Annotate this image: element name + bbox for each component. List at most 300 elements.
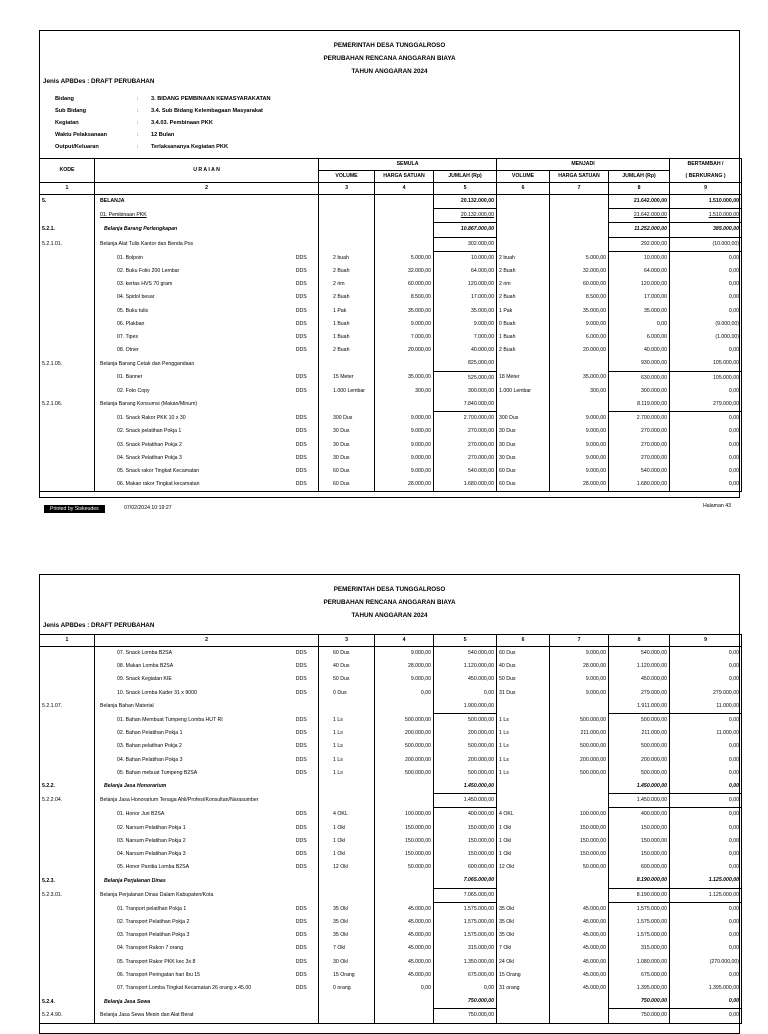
cell-uraian: BELANJA (95, 195, 285, 209)
cell-v2: 1 Okl (497, 822, 550, 835)
cell-j2: 150.000,00 (609, 835, 670, 848)
info-value: 3. BIDANG PEMBINAAN KEMASYARAKATAN (151, 96, 271, 102)
cell-j2: 150.000,00 (609, 822, 670, 835)
table-row-item (40, 425, 742, 438)
cell-j2: 21.642.000,00 (609, 195, 670, 209)
cell-d: 0,00 (670, 714, 742, 728)
cell-h1: 45.000,00 (375, 902, 434, 916)
cell-j1: 7.840.000,00 (434, 398, 497, 412)
cell-kode (40, 344, 95, 357)
cell-j1: 9.000,00 (434, 318, 497, 331)
cell-v1 (319, 794, 375, 808)
cell-v2: 2 Buah (497, 291, 550, 304)
cell-v2 (497, 888, 550, 902)
cell-d: 0,00 (670, 916, 742, 929)
cell-kode (40, 305, 95, 318)
cell-uraian: 02. Transport Pelatihan Pokja 2 (95, 916, 285, 929)
cell-uraian: 10. Snack Lomba Kader 31 x 9000 (95, 687, 285, 700)
cell-j1: 500.000,00 (434, 740, 497, 753)
cell-d: 0,00 (670, 835, 742, 848)
cell-j1: 20.132.000,00 (434, 209, 497, 223)
col-num: 4 (375, 635, 434, 647)
cell-h2: 35.000,00 (550, 371, 609, 385)
cell-j1: 270.000,00 (434, 452, 497, 465)
cell-j1: 17.000,00 (434, 291, 497, 304)
cell-j1: 315.000,00 (434, 942, 497, 955)
report-header (40, 39, 739, 78)
cell-j2: 1.575.000,00 (609, 902, 670, 916)
header-line-2: PERUBAHAN RENCANA ANGGARAN BIAYA (323, 55, 456, 62)
col-num: 4 (375, 183, 434, 195)
budget-table-2 (39, 634, 742, 1024)
table-row-item (40, 673, 742, 686)
table-row-group (40, 794, 742, 808)
cell-uraian: 01. Pembinaan PKK (95, 209, 285, 223)
cell-v1: 0 orang (319, 982, 375, 995)
cell-uraian: 06. Makan rakor Tingkat kecamatan (95, 478, 285, 492)
cell-h1: 9.000,00 (375, 412, 434, 426)
cell-j1: 2.700.000,00 (434, 412, 497, 426)
cell-h2: 9.000,00 (550, 439, 609, 452)
cell-src: DDS (285, 385, 319, 398)
table-row-item (40, 439, 742, 452)
cell-h2 (550, 223, 609, 237)
cell-kode: 5.2.2.04. (40, 794, 95, 808)
cell-kode (40, 265, 95, 278)
cell-v2: 0 Buah (497, 318, 550, 331)
table-row-item (40, 660, 742, 673)
cell-j1: 7.065.000,00 (434, 874, 497, 888)
cell-src: DDS (285, 727, 319, 740)
print-date: 07/02/2024 10:19:27 (124, 505, 172, 511)
cell-v2 (497, 398, 550, 412)
table-row-item (40, 412, 742, 426)
cell-kode (40, 740, 95, 753)
cell-d: 0,00 (670, 385, 742, 398)
cell-j1: 1.450.000,00 (434, 794, 497, 808)
cell-j1: 10.867.000,00 (434, 223, 497, 237)
cell-j1: 1.575.000,00 (434, 902, 497, 916)
table-row-item (40, 754, 742, 767)
cell-v1: 1 Okl (319, 835, 375, 848)
cell-uraian: 06. Plakban (95, 318, 285, 331)
cell-kode: 5.2.3.01. (40, 888, 95, 902)
table-row-group (40, 888, 742, 902)
cell-d: 0,00 (670, 995, 742, 1009)
cell-h1 (375, 888, 434, 902)
cell-h2: 60.000,00 (550, 278, 609, 291)
cell-v1: 1 Ls (319, 740, 375, 753)
cell-d: 0,00 (670, 265, 742, 278)
cell-j1: 0,00 (434, 982, 497, 995)
cell-h1 (375, 995, 434, 1009)
col-uraian: U R A I A N (95, 159, 319, 183)
col-num: 6 (497, 635, 550, 647)
cell-v1 (319, 398, 375, 412)
cell-h1: 200.000,00 (375, 727, 434, 740)
cell-j1: 1.450.000,00 (434, 780, 497, 794)
cell-v1 (319, 780, 375, 794)
cell-kode (40, 452, 95, 465)
cell-h2: 9.000,00 (550, 412, 609, 426)
cell-kode (40, 478, 95, 492)
cell-v1: 30 Dus (319, 439, 375, 452)
cell-v1 (319, 223, 375, 237)
cell-h1: 50.000,00 (375, 861, 434, 874)
cell-v2 (497, 700, 550, 714)
cell-h2: 500.000,00 (550, 740, 609, 753)
cell-h1 (375, 237, 434, 251)
cell-src (285, 237, 319, 251)
cell-src: DDS (285, 929, 319, 942)
cell-h2: 9.000,00 (550, 425, 609, 438)
cell-v2: 18 Meter (497, 371, 550, 385)
cell-j2: 500.000,00 (609, 767, 670, 780)
cell-j2: 200.000,00 (609, 754, 670, 767)
cell-h2: 100.000,00 (550, 808, 609, 822)
cell-j1: 825.000,00 (434, 357, 497, 371)
cell-kode (40, 754, 95, 767)
cell-h2: 9.000,00 (550, 465, 609, 478)
cell-h1: 9.000,00 (375, 452, 434, 465)
table-row-item (40, 982, 742, 995)
cell-kode (40, 371, 95, 385)
cell-h1: 200.000,00 (375, 754, 434, 767)
cell-v2: 35 Okl (497, 916, 550, 929)
cell-kode (40, 942, 95, 955)
cell-h2: 45.000,00 (550, 916, 609, 929)
cell-h1: 45.000,00 (375, 942, 434, 955)
cell-d: (10.000,00) (670, 237, 742, 251)
cell-d: 0,00 (670, 647, 742, 661)
cell-v2 (497, 1009, 550, 1023)
report-page-2 (39, 574, 740, 1034)
page-number: Halaman 43 (703, 503, 731, 509)
cell-kode (40, 647, 95, 661)
cell-j2: 150.000,00 (609, 848, 670, 861)
table-row-item (40, 822, 742, 835)
cell-d: 0,00 (670, 754, 742, 767)
cell-src: DDS (285, 916, 319, 929)
cell-v1: 2 rim (319, 278, 375, 291)
col-harga: HARGA SATUAN (375, 171, 434, 183)
table-row-item (40, 647, 742, 661)
cell-uraian: 04. Bahan Pelatihan Pokja 3 (95, 754, 285, 767)
cell-v2: 1 Okl (497, 848, 550, 861)
cell-v2: 50 Dus (497, 673, 550, 686)
table-row-item (40, 714, 742, 728)
cell-v1: 2 Buah (319, 291, 375, 304)
col-volume: VOLUME (319, 171, 375, 183)
cell-h2: 28.000,00 (550, 478, 609, 492)
cell-src: DDS (285, 439, 319, 452)
cell-h2: 28.000,00 (550, 660, 609, 673)
col-num: 2 (95, 183, 319, 195)
cell-v2: 60 Dus (497, 478, 550, 492)
cell-h2: 500.000,00 (550, 714, 609, 728)
cell-j2: 10.000,00 (609, 251, 670, 265)
cell-v2 (497, 195, 550, 209)
table-body-1 (40, 195, 742, 492)
cell-src: DDS (285, 371, 319, 385)
cell-h2: 20.000,00 (550, 344, 609, 357)
table-body-2 (40, 647, 742, 1024)
cell-h2 (550, 700, 609, 714)
cell-j2: 211.000,00 (609, 727, 670, 740)
cell-kode (40, 956, 95, 969)
cell-j1: 150.000,00 (434, 822, 497, 835)
cell-kode (40, 465, 95, 478)
cell-h1: 45.000,00 (375, 916, 434, 929)
cell-h2: 9.000,00 (550, 318, 609, 331)
cell-d: 1.395.000,00 (670, 982, 742, 995)
cell-j1: 750.000,00 (434, 995, 497, 1009)
cell-src: DDS (285, 740, 319, 753)
cell-j1: 500.000,00 (434, 767, 497, 780)
cell-v1: 2 Buah (319, 265, 375, 278)
cell-kode (40, 385, 95, 398)
cell-uraian: Belanja Jasa Sewa Mesin dan Alat Berat (95, 1009, 285, 1023)
cell-d: 0,00 (670, 929, 742, 942)
cell-h1: 150.000,00 (375, 822, 434, 835)
header-line-1: PEMERINTAH DESA TUNGGALROSO (333, 586, 446, 593)
cell-h2 (550, 780, 609, 794)
table-row-item (40, 808, 742, 822)
cell-j2: 1.911.000,00 (609, 700, 670, 714)
cell-d: 279.000,00 (670, 687, 742, 700)
cell-src (285, 195, 319, 209)
table-row-item (40, 942, 742, 955)
table-row-group (40, 700, 742, 714)
cell-v2: 31 orang (497, 982, 550, 995)
cell-j1: 400.000,00 (434, 808, 497, 822)
cell-v2 (497, 357, 550, 371)
cell-j1: 525.000,00 (434, 371, 497, 385)
info-label: Output/Keluaran (55, 144, 99, 150)
cell-h2 (550, 1009, 609, 1023)
cell-v1: 2 buah (319, 251, 375, 265)
table-row-group (40, 995, 742, 1009)
cell-d: (9.000,00) (670, 318, 742, 331)
cell-d: 105.000,00 (670, 371, 742, 385)
cell-h1: 20.000,00 (375, 344, 434, 357)
cell-h1: 32.000,00 (375, 265, 434, 278)
table-row-item (40, 251, 742, 265)
cell-src: DDS (285, 344, 319, 357)
table-row-item (40, 385, 742, 398)
cell-j2: 1.120.000,00 (609, 660, 670, 673)
cell-v2: 1 Buah (497, 331, 550, 344)
cell-v2: 1 Ls (497, 727, 550, 740)
cell-kode (40, 982, 95, 995)
cell-j2: 1.680.000,00 (609, 478, 670, 492)
cell-v1: 30 Okl (319, 956, 375, 969)
cell-h2: 9.000,00 (550, 647, 609, 661)
cell-h1: 28.000,00 (375, 478, 434, 492)
cell-v2: 60 Dus (497, 647, 550, 661)
cell-uraian: 07. Transport Lomba Tingkat Kecamatan 26 orang x 45.00 (95, 982, 285, 995)
cell-j2: 500.000,00 (609, 740, 670, 753)
cell-uraian: 05. Honor Panitia Lomba B2SA (95, 861, 285, 874)
cell-uraian: 01. Snack Rakor PKK 10 x 30 (95, 412, 285, 426)
col-num: 7 (550, 635, 609, 647)
cell-j1: 1.900.000,00 (434, 700, 497, 714)
cell-uraian: 04. Narsum Pelatihan Pokja 3 (95, 848, 285, 861)
cell-src: DDS (285, 251, 319, 265)
cell-kode (40, 318, 95, 331)
cell-h2: 200.000,00 (550, 754, 609, 767)
cell-v1: 1.000 Lembar (319, 385, 375, 398)
cell-uraian: Belanja Bahan Material (95, 700, 285, 714)
cell-kode (40, 331, 95, 344)
cell-h1 (375, 1009, 434, 1023)
cell-h1: 35.000,00 (375, 371, 434, 385)
cell-uraian: Belanja Alat Tulis Kantor dan Benda Pos (95, 237, 285, 251)
cell-j1: 150.000,00 (434, 848, 497, 861)
table-row-item (40, 687, 742, 700)
cell-kode: 5.2.4.90. (40, 1009, 95, 1023)
cell-kode: 5. (40, 195, 95, 209)
info-value: Terlaksananya Kegiatan PKK (151, 144, 228, 150)
cell-v1: 60 Dus (319, 465, 375, 478)
table-row-item (40, 835, 742, 848)
cell-src: DDS (285, 754, 319, 767)
cell-kode (40, 439, 95, 452)
cell-j2: 540.000,00 (609, 647, 670, 661)
cell-j2: 270.000,00 (609, 425, 670, 438)
jenis-apbdes: Jenis APBDes : DRAFT PERUBAHAN (43, 78, 155, 85)
col-jumlah: JUMLAH (Rp) (609, 171, 670, 183)
cell-j1: 450.000,00 (434, 673, 497, 686)
cell-h2 (550, 209, 609, 223)
cell-src: DDS (285, 942, 319, 955)
col-menjadi: MENJADI (497, 159, 670, 171)
cell-uraian: Belanja Jasa Honorarium Tenaga Ahli/Profesi/Konsultan/Narasumber (95, 794, 285, 808)
cell-j2: 17.000,00 (609, 291, 670, 304)
cell-v2: 300 Dus (497, 412, 550, 426)
cell-kode (40, 425, 95, 438)
table-row-group (40, 398, 742, 412)
cell-src: DDS (285, 412, 319, 426)
cell-src (285, 888, 319, 902)
cell-h2: 32.000,00 (550, 265, 609, 278)
cell-d: 0,00 (670, 1009, 742, 1023)
cell-d: 105.000,00 (670, 357, 742, 371)
info-value: 3.4.03. Pembinaan PKK (151, 120, 213, 126)
cell-v2: 1.000 Lembar (497, 385, 550, 398)
cell-v2: 1 Ls (497, 714, 550, 728)
cell-v1: 40 Dus (319, 660, 375, 673)
cell-v2 (497, 794, 550, 808)
cell-h1 (375, 700, 434, 714)
cell-v1 (319, 1009, 375, 1023)
cell-kode: 5.2.1.07. (40, 700, 95, 714)
cell-h1: 9.000,00 (375, 318, 434, 331)
cell-kode (40, 861, 95, 874)
cell-j1: 300.000,00 (434, 385, 497, 398)
cell-v2: 24 Okl (497, 956, 550, 969)
jenis-apbdes: Jenis APBDes : DRAFT PERUBAHAN (43, 622, 155, 629)
cell-v2: 2 buah (497, 251, 550, 265)
cell-v1: 60 Dus (319, 647, 375, 661)
cell-d: 0,00 (670, 942, 742, 955)
cell-kode (40, 822, 95, 835)
cell-kode (40, 727, 95, 740)
table-row-group (40, 1009, 742, 1023)
cell-uraian: 05. Buku tulis (95, 305, 285, 318)
cell-j2: 750.000,00 (609, 995, 670, 1009)
info-label: Kegiatan (55, 120, 79, 126)
cell-src: DDS (285, 305, 319, 318)
table-row-item (40, 331, 742, 344)
cell-d: 0,00 (670, 344, 742, 357)
cell-src (285, 874, 319, 888)
cell-v1: 50 Dus (319, 673, 375, 686)
cell-src: DDS (285, 318, 319, 331)
cell-h1: 5.000,00 (375, 251, 434, 265)
cell-j1: 1.350.000,00 (434, 956, 497, 969)
cell-uraian: 03. Transport Pelatihan Pokja 3 (95, 929, 285, 942)
cell-j1: 675.000,00 (434, 969, 497, 982)
cell-d: 1.125.000,00 (670, 888, 742, 902)
cell-uraian: 02. Bahan Pelatihan Pokja 1 (95, 727, 285, 740)
cell-d: 0,00 (670, 278, 742, 291)
cell-v1: 1 Ls (319, 727, 375, 740)
cell-v2: 1 Ls (497, 754, 550, 767)
cell-h2 (550, 874, 609, 888)
cell-v1: 30 Dus (319, 425, 375, 438)
cell-v1: 35 Okl (319, 929, 375, 942)
cell-v1: 35 Okl (319, 902, 375, 916)
cell-j1: 270.000,00 (434, 439, 497, 452)
info-label: Sub Bidang (55, 108, 87, 114)
cell-src (285, 995, 319, 1009)
cell-j2: 1.575.000,00 (609, 916, 670, 929)
cell-h1 (375, 780, 434, 794)
cell-src: DDS (285, 660, 319, 673)
cell-src (285, 1009, 319, 1023)
cell-j2: 1.080.000,00 (609, 956, 670, 969)
cell-j2: 1.450.000,00 (609, 794, 670, 808)
cell-v2: 1 Ls (497, 740, 550, 753)
cell-d: 0,00 (670, 673, 742, 686)
cell-uraian: 09. Snack Kegiatan KIE (95, 673, 285, 686)
table-row-item (40, 344, 742, 357)
cell-uraian: 04. Spidol besar (95, 291, 285, 304)
cell-src: DDS (285, 861, 319, 874)
cell-kode (40, 278, 95, 291)
cell-src: DDS (285, 265, 319, 278)
cell-j2: 1.395.000,00 (609, 982, 670, 995)
cell-v2: 30 Dus (497, 439, 550, 452)
cell-h1: 9.000,00 (375, 465, 434, 478)
cell-h1: 9.000,00 (375, 647, 434, 661)
cell-src: DDS (285, 982, 319, 995)
cell-uraian: 03. Bahan pelatihan Pokja 2 (95, 740, 285, 753)
cell-kode: 5.2.1. (40, 223, 95, 237)
cell-h1: 9.000,00 (375, 439, 434, 452)
col-bertambah: BERTAMBAH / (670, 159, 742, 171)
cell-v2: 12 Okl (497, 861, 550, 874)
table-row-group (40, 223, 742, 237)
cell-j2: 630.000,00 (609, 371, 670, 385)
cell-h2: 150.000,00 (550, 822, 609, 835)
cell-j2: 292.000,00 (609, 237, 670, 251)
cell-v2: 15 Orang (497, 969, 550, 982)
cell-v1: 1 Ls (319, 714, 375, 728)
cell-v1: 1 Pak (319, 305, 375, 318)
cell-j2: 35.000,00 (609, 305, 670, 318)
